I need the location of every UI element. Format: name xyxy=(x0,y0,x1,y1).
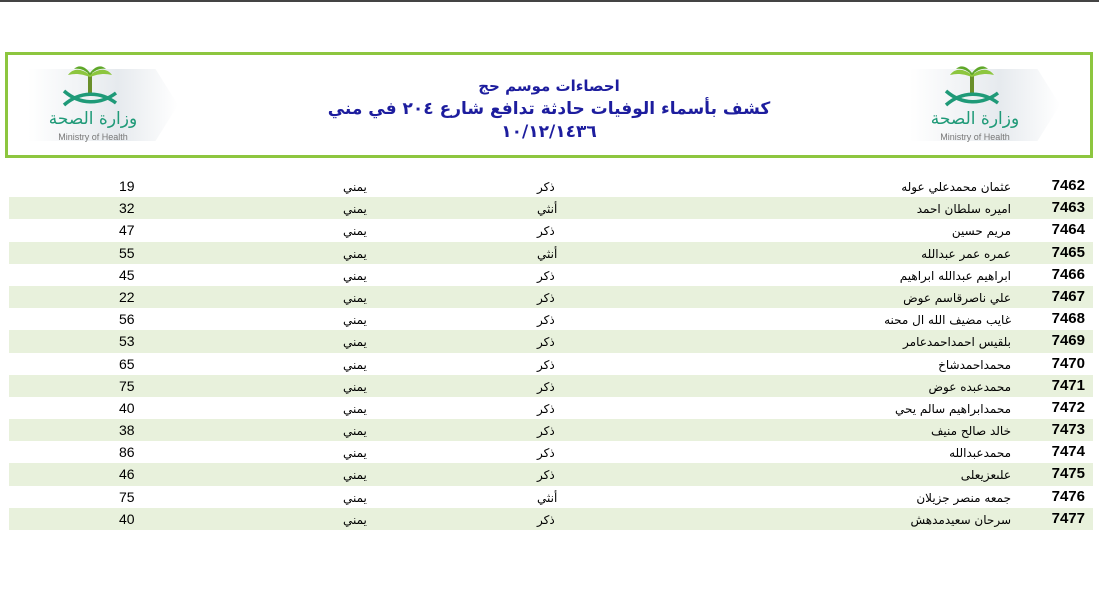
record-number: 7471 xyxy=(1051,376,1085,394)
gender-cell: ذكر xyxy=(537,424,555,439)
gender-cell: أنثي xyxy=(537,490,558,505)
nationality-cell: يمني xyxy=(343,268,367,283)
deceased-name: بلقيس احمداحمدعامر xyxy=(903,335,1011,350)
gender-cell: ذكر xyxy=(537,401,555,416)
gender-cell: أنثي xyxy=(537,246,558,261)
table-row xyxy=(9,264,1093,286)
age-cell: 65 xyxy=(119,355,135,372)
gender-cell: ذكر xyxy=(537,224,555,239)
nationality-cell: يمني xyxy=(343,379,367,394)
top-rule xyxy=(0,0,1099,2)
deceased-name: محمدعبدالله xyxy=(949,446,1011,461)
record-number: 7465 xyxy=(1051,243,1085,261)
table-row xyxy=(9,486,1093,508)
record-number: 7462 xyxy=(1051,177,1085,194)
gender-cell: أنثي xyxy=(537,202,558,217)
record-number: 7473 xyxy=(1051,421,1085,439)
gender-cell: ذكر xyxy=(537,446,555,461)
age-cell: 47 xyxy=(119,222,135,239)
table-row xyxy=(9,353,1093,375)
record-number: 7477 xyxy=(1051,509,1085,527)
ministry-logo-left xyxy=(28,63,188,147)
deceased-name: ابراهيم عبدالله ابراهيم xyxy=(899,268,1011,283)
table-row xyxy=(9,219,1093,241)
palm-swords-icon xyxy=(932,65,1012,113)
table-row xyxy=(9,441,1093,463)
report-title: احصاءات موسم حج xyxy=(478,77,620,95)
deceased-name: غايب مضيف الله ال محنه xyxy=(884,313,1011,328)
logo-english-text: Ministry of Health xyxy=(940,132,1010,142)
gender-cell: ذكر xyxy=(537,290,555,305)
nationality-cell: يمني xyxy=(343,401,367,416)
table-row xyxy=(9,197,1093,219)
age-cell: 40 xyxy=(119,510,135,527)
nationality-cell: يمني xyxy=(343,180,367,194)
table-row xyxy=(9,330,1093,352)
record-number: 7474 xyxy=(1051,443,1085,461)
record-number: 7464 xyxy=(1051,221,1085,239)
nationality-cell: يمني xyxy=(343,357,367,372)
gender-cell: ذكر xyxy=(537,335,555,350)
deceased-name: علىعزيعلى xyxy=(960,468,1011,483)
deceased-name: خالد صالح منيف xyxy=(931,424,1011,439)
deceased-name: محمدعبده عوض xyxy=(928,379,1011,394)
deceased-name: محمدابراهيم سالم يحي xyxy=(894,401,1011,416)
age-cell: 55 xyxy=(119,244,135,261)
record-number: 7475 xyxy=(1051,465,1085,483)
nationality-cell: يمني xyxy=(343,224,367,239)
record-number: 7466 xyxy=(1051,265,1085,283)
gender-cell: ذكر xyxy=(537,313,555,328)
nationality-cell: يمني xyxy=(343,468,367,483)
age-cell: 53 xyxy=(119,333,135,350)
logo-arabic-text: وزارة الصحة xyxy=(48,109,138,129)
table-row xyxy=(9,242,1093,264)
table-row xyxy=(9,175,1093,197)
record-number: 7472 xyxy=(1051,398,1085,416)
gender-cell: ذكر xyxy=(537,180,555,194)
nationality-cell: يمني xyxy=(343,490,367,505)
table-row xyxy=(9,375,1093,397)
gender-cell: ذكر xyxy=(537,468,555,483)
gender-cell: ذكر xyxy=(537,268,555,283)
report-header xyxy=(5,52,1093,158)
age-cell: 86 xyxy=(119,444,135,461)
deceased-name: علي ناصرقاسم عوض xyxy=(903,290,1011,305)
record-number: 7470 xyxy=(1051,354,1085,372)
nationality-cell: يمني xyxy=(343,290,367,305)
record-number: 7463 xyxy=(1051,199,1085,217)
age-cell: 56 xyxy=(119,311,135,328)
palm-swords-icon xyxy=(50,65,130,113)
report-date: ١٠/١٢/١٤٣٦ xyxy=(501,122,597,142)
nationality-cell: يمني xyxy=(343,424,367,439)
nationality-cell: يمني xyxy=(343,446,367,461)
report-subtitle: كشف بأسماء الوفيات حادثة تدافع شارع ٢٠٤ في مني xyxy=(327,99,771,119)
record-number: 7476 xyxy=(1051,487,1085,505)
logo-arabic-text: وزارة الصحة xyxy=(930,109,1020,129)
age-cell: 45 xyxy=(119,266,135,283)
table-row xyxy=(9,463,1093,485)
table-row xyxy=(9,308,1093,330)
deceased-name: اميره سلطان احمد xyxy=(916,202,1011,217)
deceased-name: محمداحمدشاخ xyxy=(938,357,1011,372)
age-cell: 75 xyxy=(119,377,135,394)
age-cell: 40 xyxy=(119,399,135,416)
age-cell: 19 xyxy=(119,178,135,194)
age-cell: 22 xyxy=(119,288,135,305)
table-row xyxy=(9,508,1093,530)
gender-cell: ذكر xyxy=(537,357,555,372)
nationality-cell: يمني xyxy=(343,335,367,350)
ministry-logo-right xyxy=(910,63,1070,147)
nationality-cell: يمني xyxy=(343,246,367,261)
age-cell: 32 xyxy=(119,200,135,217)
age-cell: 46 xyxy=(119,466,135,483)
deceased-name: سرحان سعيدمدهش xyxy=(910,512,1011,527)
deceased-name: عمره عمر عبدالله xyxy=(921,246,1011,261)
age-cell: 75 xyxy=(119,488,135,505)
table-row xyxy=(9,419,1093,441)
record-number: 7469 xyxy=(1051,332,1085,350)
age-cell: 38 xyxy=(119,422,135,439)
gender-cell: ذكر xyxy=(537,379,555,394)
deaths-table xyxy=(9,175,1093,530)
logo-english-text: Ministry of Health xyxy=(58,132,128,142)
record-number: 7468 xyxy=(1051,310,1085,328)
nationality-cell: يمني xyxy=(343,313,367,328)
deceased-name: عثمان محمدعلي عوله xyxy=(901,180,1011,194)
nationality-cell: يمني xyxy=(343,202,367,217)
deceased-name: مريم حسين xyxy=(951,224,1011,239)
nationality-cell: يمني xyxy=(343,512,367,527)
table-row xyxy=(9,397,1093,419)
report-titles xyxy=(208,75,890,143)
table-row xyxy=(9,286,1093,308)
gender-cell: ذكر xyxy=(537,512,555,527)
record-number: 7467 xyxy=(1051,287,1085,305)
deceased-name: جمعه منصر جزيلان xyxy=(916,490,1011,505)
